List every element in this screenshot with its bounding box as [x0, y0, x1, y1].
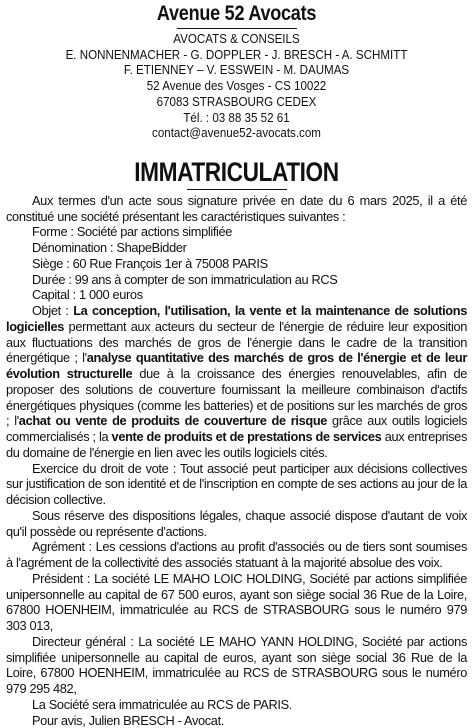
email-address: contact@avenue52-avocats.com [152, 126, 321, 141]
objet-bold-4: vente de produits et de prestations de services [111, 429, 382, 445]
duree-line: Durée : 99 ans à compter de son immatriculation au RCS [32, 271, 338, 287]
objet-label: Objet : [32, 303, 74, 319]
objet-text-1: permettant aux acteurs du secteur de l'énergie de réduire leur exposition aux fluctuations des marchés de gros de l'énergie dans le cadre de la transition énergétique ; l' [6, 318, 467, 366]
forme-line: Forme : Société par actions simplifiée [32, 224, 233, 240]
objet-text-2: due à la croissance des énergies renouvelables, afin de proposer des solutions de couverture fournissant la meilleure combinaison d'actifs énergétiques physiques (comme les batteries) et de positions sur les marchés de gros ; l' [6, 366, 467, 429]
rcs-line: La Société sera immatriculée au RCS de PARIS. [32, 696, 292, 712]
notice-body [6, 193, 467, 728]
firm-tagline: AVOCATS & CONSEILS [173, 32, 300, 46]
reserve-paragraph: Sous réserve des dispositions légales, chaque associé dispose d'autant de voix qu'il possède ou représente d'actions. [6, 507, 467, 539]
siege-line: Siège : 60 Rue François 1er à 75008 PARIS [32, 255, 268, 271]
partners-line-2: F. ETIENNEY – V. ESSWEIN - M. DAUMAS [123, 63, 350, 78]
objet-paragraph [6, 303, 467, 461]
objet-bold-2: analyse quantitative des marchés de gros de l'énergie et de leur évolution structurelle [6, 350, 468, 382]
objet-bold-1: La conception, l'utilisation, la vente et la maintenance de solutions logicielles [6, 303, 467, 334]
directeur-general-paragraph: Directeur général : La société LE MAHO YANN HOLDING, Société par actions simplifiée unipersonnelle au capital de euros, ayant son siège social 36 Rue de la Loire, 67800 HOENHEIM, immatriculée au RCS de STRASBOURG sous le numéro 979 295 482, [6, 633, 467, 697]
firm-header [6, 2, 467, 142]
phone-number: Tél. : 03 88 35 52 61 [183, 110, 290, 125]
address-city: 67083 STRASBOURG CEDEX [156, 94, 317, 109]
objet-bold-3: achat ou vente de produits de couverture de risque [18, 413, 328, 429]
signature-line: Pour avis, Julien BRESCH - Avocat. [32, 712, 224, 728]
agrement-paragraph: Agrément : Les cessions d'actions au profit d'associés ou de tiers sont soumises à l'agrément de la collectivité des associés statuant à la majorité absolue des voix. [6, 539, 467, 571]
intro-paragraph: Aux termes d'un acte sous signature privée en date du 6 mars 2025, il a été constitué une société présentant les caractéristiques suivantes : [6, 192, 467, 224]
firm-name: Avenue 52 Avocats [156, 2, 317, 25]
vote-paragraph: Exercice du droit de vote : Tout associé peut participer aux décisions collectives sur justification de son identité et de l'inscription en compte de ses actions au jour de la décision collective. [6, 460, 467, 508]
legal-notice-page [0, 2, 473, 728]
header-divider [177, 28, 297, 29]
objet-text-3: grâce aux outils logiciels commercialisés ; la [6, 413, 468, 445]
partners-line-1: E. NONNENMACHER - G. DOPPLER - J. BRESCH - A. SCHMITT [65, 47, 408, 62]
notice-title: IMMATRICULATION [134, 156, 339, 187]
objet-text-4: aux entreprises du domaine de l'énergie en lien avec les outils logiciels cités. [6, 429, 467, 460]
address-street: 52 Avenue des Vosges - CS 10022 [146, 79, 327, 94]
title-divider [187, 189, 287, 190]
denomination-line: Dénomination : ShapeBidder [32, 240, 187, 256]
president-paragraph: Président : La société LE MAHO LOIC HOLDING, Société par actions simplifiée unipersonnelle au capital de 67 500 euros, ayant son siège social 36 Rue de la Loire, 67800 HOENHEIM, immatriculée au RCS de STRASBOURG sous le numéro 979 303 013, [6, 570, 467, 634]
capital-line: Capital : 1 000 euros [32, 287, 143, 303]
